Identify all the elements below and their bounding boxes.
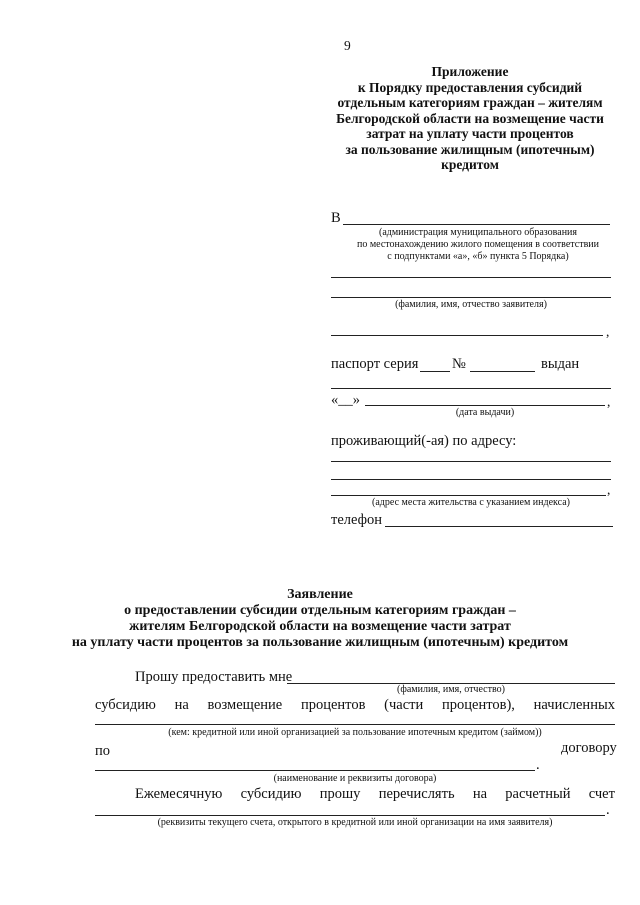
word: субсидию [95,697,156,713]
transfer-line [135,786,615,803]
comma: , [606,324,610,339]
recipient-field[interactable] [343,224,610,225]
word: Ежемесячную [135,786,223,802]
phone-field[interactable] [385,526,613,527]
address-caption: (адрес места жительства с указанием индекса) [372,497,570,508]
issue-date-caption: (дата выдачи) [455,407,515,418]
comma: , [607,394,611,409]
word: процентов), [442,697,515,713]
appendix-line: к Порядку предоставления субсидий [357,79,583,95]
applicant-name-field-2[interactable] [331,335,603,336]
issue-date-day: «__» [331,392,360,408]
account-caption: (реквизиты текущего счета, открытого в кредитной или иной организации на имя заявителя) [157,817,553,828]
word: счет [588,786,615,802]
word: возмещение [207,697,283,713]
recipient-caption-line: с подпунктами «а», «б» пункта 5 Порядка) [387,251,569,262]
passport-issuer-field[interactable] [331,388,611,389]
statement-subtitle-line: жителям Белгородской области на возмещение части затрат [129,619,511,634]
contract-word: договору [561,740,617,756]
subsidy-line [95,697,615,714]
passport-series-label: паспорт серия [331,356,419,372]
period: . [606,802,610,818]
recipient-caption [322,227,634,263]
statement-subtitle [40,603,600,651]
word: на [174,697,189,713]
passport-issued-label: выдан [541,356,580,372]
lender-field[interactable] [95,724,615,725]
statement-subtitle-line: о предоставлении субсидии отдельным категориям граждан – [124,603,516,618]
word: перечислять [378,786,455,802]
word: субсидию [240,786,302,802]
address-field-3[interactable] [331,495,606,496]
appendix-line: за пользование жилищным (ипотечным) [345,141,595,157]
request-text: Прошу предоставить мне [135,669,293,685]
appendix-line: затрат на уплату части процентов [366,126,574,141]
issue-date-field[interactable] [365,405,605,406]
address-field-2[interactable] [331,479,611,480]
applicant-name-caption: (фамилия, имя, отчество заявителя) [395,299,547,310]
page-number: 9 [344,38,351,53]
appendix-heading [300,64,640,173]
phone-label: телефон [331,512,383,528]
comma: , [607,482,611,497]
fio-caption: (фамилия, имя, отчество) [397,684,505,695]
word: начисленных [533,697,615,713]
appendix-line: кредитом [441,157,499,172]
contract-field[interactable] [95,770,535,771]
word: (части [384,697,424,713]
passport-series-field[interactable] [420,371,450,372]
appendix-line: Белгородской области на возмещение части [336,110,604,126]
appendix-line: отдельным категориям граждан – жителям [337,95,603,110]
po-label: по [95,743,111,759]
word: процентов [300,697,366,713]
word: на [472,786,488,802]
applicant-name-field[interactable] [331,297,611,298]
contract-caption: (наименование и реквизиты договора) [273,773,437,784]
recipient-caption-line: (администрация муниципального образования [378,227,578,238]
account-field[interactable] [95,815,605,816]
statement-subtitle-line: на уплату части процентов за пользование жилищным (ипотечным) кредитом [71,635,569,650]
statement-title: Заявление [287,587,353,602]
period: . [536,757,540,773]
address-field-1[interactable] [331,461,611,462]
passport-number-sign: № [452,356,466,372]
residing-label: проживающий(-ая) по адресу: [331,433,517,449]
recipient-prefix: В [331,210,341,226]
passport-number-field[interactable] [470,371,535,372]
word: прошу [319,786,361,802]
word: расчетный [505,786,571,802]
recipient-caption-line: по местонахождению жилого помещения в соответствии [356,239,599,250]
appendix-line: Приложение [431,64,509,79]
recipient-extra-field[interactable] [331,277,611,278]
lender-caption: (кем: кредитной или иной организацией за пользование ипотечным кредитом (займом)) [168,727,542,738]
